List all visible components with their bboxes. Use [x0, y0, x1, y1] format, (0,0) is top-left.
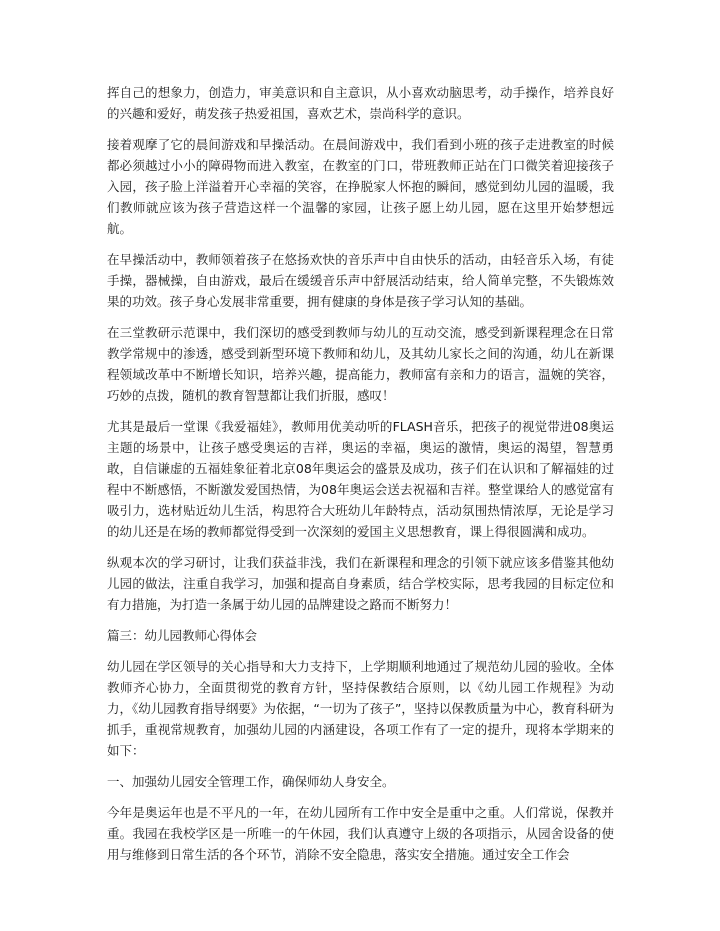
paragraph-4: 在三堂教研示范课中，我们深切的感受到教师与幼儿的互动交流，感受到新课程理念在日常教学常规中的渗透，感受到新型环境下教师和幼儿，及其幼儿家长之间的沟通，幼儿在新课程领域改革中不断增长知识，培养兴趣，提高能力，教师富有亲和力的语言，温婉的笑容，巧妙的点拨，随机的教育智慧都让我们折服，感叹！ [107, 325, 614, 403]
paragraph-6: 纵观本次的学习研讨，让我们获益非浅，我们在新课程和理念的引领下就应该多借鉴其他幼儿园的做法，注重自我学习，加强和提高自身素质，结合学校实际，思考我园的目标定位和有力措施，为打造一条属于幼儿园的品牌建设之路而不断努力！ [107, 555, 614, 612]
paragraph-3: 在早操活动中，教师领着孩子在悠扬欢快的音乐声中自由快乐的活动，由轻音乐入场，有徒手操，器械操，自由游戏，最后在缓缓音乐声中舒展活动结束，给人简单完整，不失锻炼效果的功效。孩子身心发展非常重要，拥有健康的身体是孩子学习认知的基础。 [107, 252, 614, 309]
paragraph-2: 接着观摩了它的晨间游戏和早操活动。在晨间游戏中，我们看到小班的孩子走进教室的时候都必须越过小小的障碍物而进入教室，在教室的门口，带班教师正站在门口微笑着迎接孩子入园，孩子脸上洋溢着开心幸福的笑容，在挣脱家人怀抱的瞬间，感觉到幼儿园的温暖，我们教师就应该为孩子营造这样一个温馨的家园，让孩子愿上幼儿园，愿在这里开始梦想远航。 [107, 137, 614, 236]
paragraph-9: 今年是奥运年也是不平凡的一年，在幼儿园所有工作中安全是重中之重。人们常说，保教并重。我园在我校学区是一所唯一的午休园，我们认真遵守上级的各项指示，从园舍设备的使用与维修到日常生活的各个环节，消除不安全隐患，落实安全措施。通过安全工作会 [107, 805, 614, 862]
section-heading: 篇三：幼儿园教师心得体会 [107, 628, 258, 643]
paragraph-5: 尤其是最后一堂课《我爱福娃》，教师用优美动听的FLASH音乐，把孩子的视觉带进08奥运主题的场景中，让孩子感受奥运的吉祥，奥运的幸福，奥运的激情，奥运的渴望，智慧勇敢，自信谦虚的五福娃象征着北京08年奥运会的盛景及成功，孩子们在认识和了解福娃的过程中不断感悟，不断激发爱国热情，为08年奥运会送去祝福和吉祥。整堂课给人的感觉富有吸引力，选材贴近幼儿生活，构思符合大班幼儿年龄特点，活动氛围热情浓厚，无论是学习的幼儿还是在场的教师都觉得受到一次深刻的爱国主义思想教育，课上得很圆满和成功。 [107, 419, 614, 539]
paragraph-1: 挥自己的想象力，创造力，审美意识和自主意识，从小喜欢动脑思考，动手操作，培养良好的兴趣和爱好，萌发孩子热爱祖国，喜欢艺术，崇尚科学的意识。 [107, 85, 614, 121]
paragraph-8: 一、加强幼儿园安全管理工作，确保师幼人身安全。 [107, 774, 395, 789]
document-page [107, 82, 614, 875]
paragraph-7: 幼儿园在学区领导的关心指导和大力支持下，上学期顺利地通过了规范幼儿园的验收。全体教师齐心协力，全面贯彻党的教育方针，坚持保教结合原则，以《幼儿园工作规程》为动力，《幼儿园教育指导纲要》为依据，“一切为了孩子”，坚持以保教质量为中心，教育科研为抓手，重视常规教育，加强幼儿园的内涵建设，各项工作有了一定的提升，现将本学期来的如下： [107, 659, 614, 758]
